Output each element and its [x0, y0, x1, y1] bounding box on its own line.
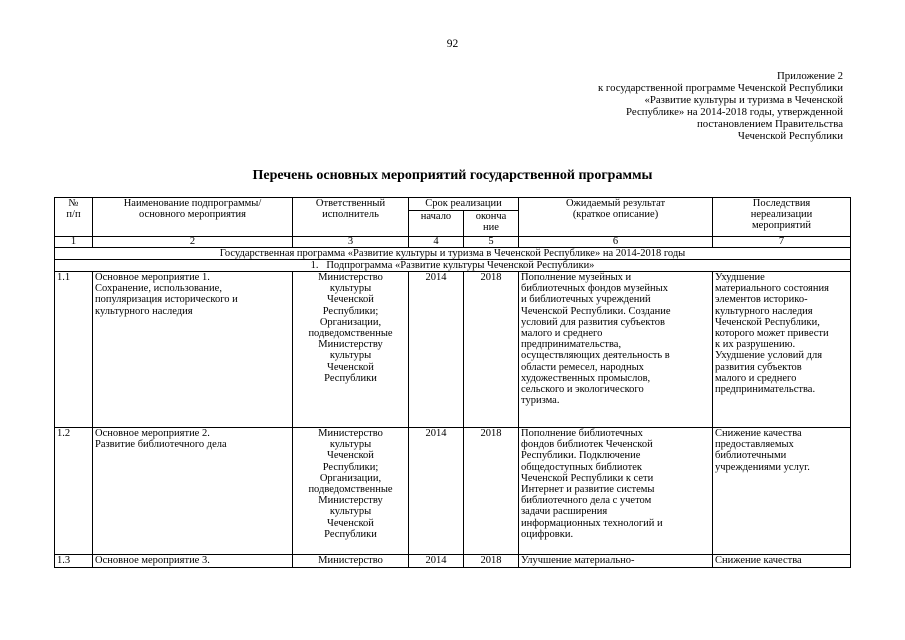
- row-num: 1.1: [55, 272, 93, 428]
- row-result: Пополнение библиотечных фондов библиотек Чеченской Республики. Подключение общедоступных библиотек Чеченской Республики к сети Интернет и развитие системы библиотечного дела с учетом задачи расширения информационных технологий и оцифровки.: [519, 428, 713, 555]
- column-number: 7: [713, 237, 851, 248]
- row-result: Улучшение материально-: [519, 555, 713, 568]
- column-number: 5: [464, 237, 519, 248]
- row-end: 2018: [464, 272, 519, 428]
- row-start: 2014: [409, 555, 464, 568]
- row-executor: Министерство культуры Чеченской Республики; Организации, подведомственные Министерству культуры Чеченской Республики: [293, 272, 409, 428]
- appendix-line: «Развитие культуры и туризма в Чеченской: [644, 94, 843, 106]
- row-num: 1.2: [55, 428, 93, 555]
- row-start: 2014: [409, 272, 464, 428]
- header-consequences: Последствия нереализации мероприятий: [713, 198, 851, 237]
- header-row: [55, 198, 851, 211]
- row-name: Основное мероприятие 2. Развитие библиотечного дела: [93, 428, 293, 555]
- subprogram-row: [55, 260, 851, 272]
- document-title: Перечень основных мероприятий государственной программы: [252, 168, 653, 183]
- table-row: [55, 428, 851, 555]
- column-number: 4: [409, 237, 464, 248]
- program-row: [55, 248, 851, 260]
- column-number: 1: [55, 237, 93, 248]
- row-consequences: Снижение качества предоставляемых библиотечными учреждениями услуг.: [713, 428, 851, 555]
- column-numbers-row: [55, 237, 851, 248]
- header-num: № п/п: [55, 198, 93, 237]
- row-start: 2014: [409, 428, 464, 555]
- page-number: 92: [446, 38, 459, 50]
- column-number: 6: [519, 237, 713, 248]
- program-title: Государственная программа «Развитие культуры и туризма в Чеченской Республике» на 2014-2018 годы: [55, 248, 851, 260]
- appendix-line: Приложение 2: [776, 70, 843, 82]
- row-executor: Министерство культуры Чеченской Республики; Организации, подведомственные Министерству культуры Чеченской Республики: [293, 428, 409, 555]
- row-end: 2018: [464, 555, 519, 568]
- row-result: Пополнение музейных и библиотечных фондов музейных и библиотечных учреждений Чеченской Республики. Создание условий для развития субъектов малого и среднего предпринимательства, осуществляющих деятельность в области ремесел, народных художественных промыслов, сельского и экологического туризма.: [519, 272, 713, 428]
- appendix-line: постановлением Правительства: [696, 118, 843, 130]
- header-executor: Ответственный исполнитель: [293, 198, 409, 237]
- measures-table: [54, 197, 851, 568]
- appendix-note: [523, 70, 843, 142]
- column-number: 2: [93, 237, 293, 248]
- row-name: Основное мероприятие 1. Сохранение, использование, популяризация исторического и культурного наследия: [93, 272, 293, 428]
- appendix-line: Чеченской Республики: [737, 130, 843, 142]
- row-executor: Министерство: [293, 555, 409, 568]
- appendix-line: к государственной программе Чеченской Республики: [597, 82, 843, 94]
- header-end: оконча ние: [464, 211, 519, 237]
- table-row: [55, 555, 851, 568]
- table-row: [55, 272, 851, 428]
- header-term: Срок реализации: [409, 198, 519, 211]
- header-start: начало: [409, 211, 464, 237]
- row-consequences: Ухудшение материального состояния элементов историко- культурного наследия Чеченской Республики, которого может привести к их разрушению. Ухудшение условий для развития субъектов малого и среднего предпринимательства.: [713, 272, 851, 428]
- subprogram-title: 1. Подпрограмма «Развитие культуры Чеченской Республики»: [55, 260, 851, 272]
- row-name: Основное мероприятие 3.: [93, 555, 293, 568]
- header-name: Наименование подпрограммы/ основного мероприятия: [93, 198, 293, 237]
- row-end: 2018: [464, 428, 519, 555]
- header-result: Ожидаемый результат (краткое описание): [519, 198, 713, 237]
- row-consequences: Снижение качества: [713, 555, 851, 568]
- appendix-line: Республике» на 2014-2018 годы, утвержденной: [626, 106, 843, 118]
- column-number: 3: [293, 237, 409, 248]
- row-num: 1.3: [55, 555, 93, 568]
